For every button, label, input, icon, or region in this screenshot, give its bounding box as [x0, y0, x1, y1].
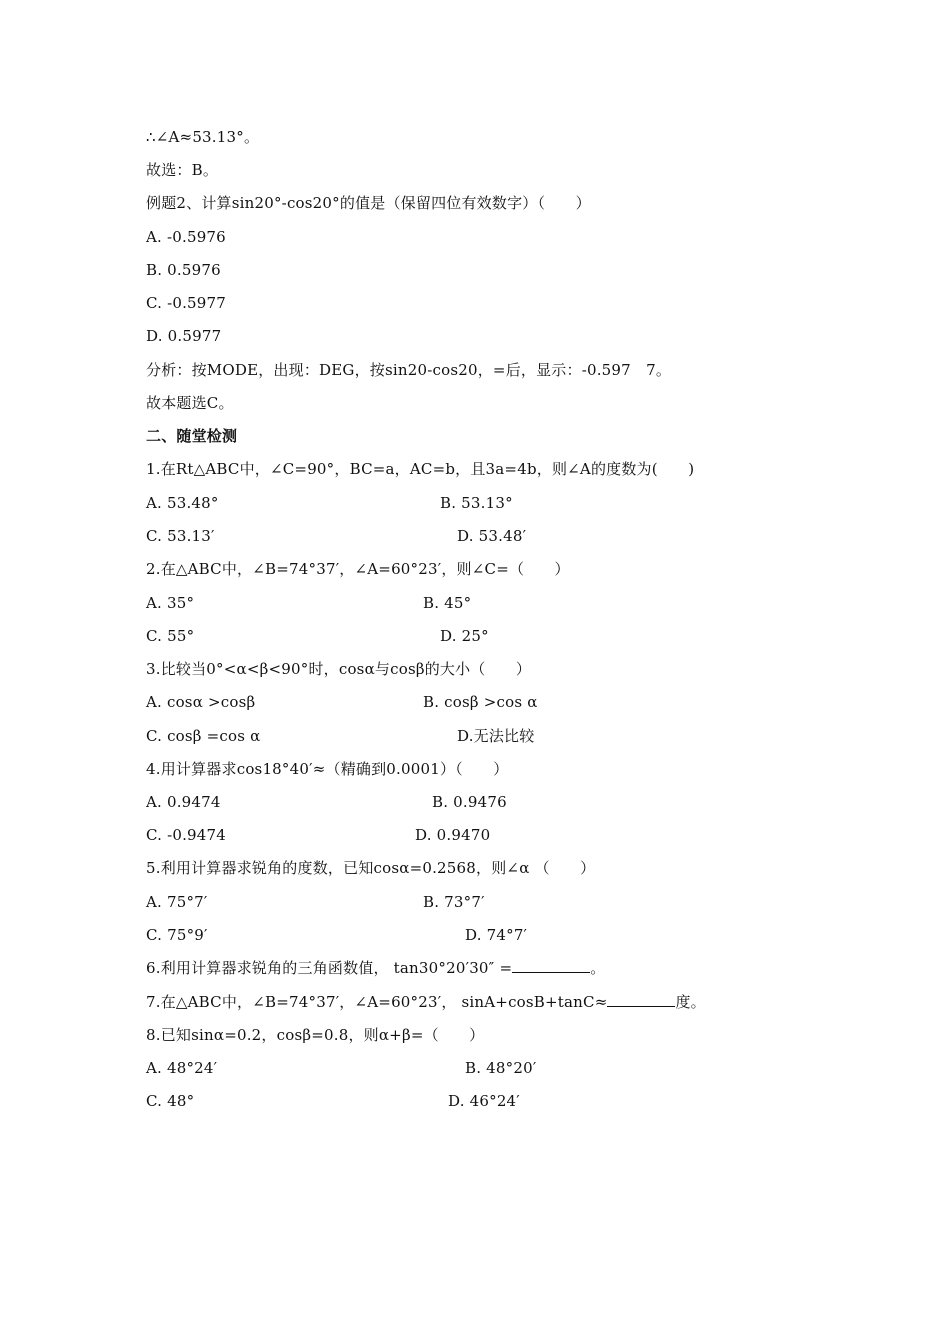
q8-option-b: B. 48°20′	[465, 1059, 537, 1077]
section-heading: 二、随堂检测	[146, 427, 238, 445]
q8-option-c: C. 48°	[146, 1092, 195, 1110]
q5-option-d: D. 74°7′	[465, 926, 528, 944]
answer-blank[interactable]	[512, 958, 590, 973]
q3-option-c: C. cosβ =cos α	[146, 727, 261, 745]
question-6	[146, 958, 605, 978]
analysis-line: 分析：按MODE，出现：DEG，按sin20-cos20，=后，显示：-0.597 7。	[146, 361, 672, 379]
q8-option-d: D. 46°24′	[448, 1092, 520, 1110]
q2-option-b: B. 45°	[423, 594, 472, 612]
q3-option-d: D.无法比较	[457, 727, 535, 745]
q1-option-a: A. 53.48°	[146, 494, 219, 512]
q1-option-c: C. 53.13′	[146, 527, 215, 545]
solution-line: ∴∠A≈53.13°。	[146, 128, 260, 146]
question-4: 4.用计算器求cos18°40′≈（精确到0.0001）（ ）	[146, 760, 509, 778]
question-7-text: 7.在△ABC中，∠B=74°37′，∠A=60°23′， sinA+cosB+tanC≈	[146, 993, 608, 1011]
answer-blank[interactable]	[607, 992, 675, 1007]
q3-option-b: B. cosβ >cos α	[423, 693, 538, 711]
question-3: 3.比较当0°<α<β<90°时，cosα与cosβ的大小（ ）	[146, 660, 532, 678]
answer-line: 故选：B。	[146, 161, 219, 179]
question-2: 2.在△ABC中，∠B=74°37′，∠A=60°23′，则∠C=（ ）	[146, 560, 570, 578]
q5-option-a: A. 75°7′	[146, 893, 208, 911]
q4-option-c: C. -0.9474	[146, 826, 227, 844]
question-7-end: 度。	[675, 993, 706, 1011]
q2-option-c: C. 55°	[146, 627, 195, 645]
example-question: 例题2、计算sin20°-cos20°的值是（保留四位有效数字）（ ）	[146, 194, 591, 212]
conclusion-line: 故本题选C。	[146, 394, 234, 412]
q1-option-b: B. 53.13°	[440, 494, 513, 512]
q5-option-c: C. 75°9′	[146, 926, 208, 944]
option-d: D. 0.5977	[146, 327, 222, 345]
option-a: A. -0.5976	[146, 228, 226, 246]
question-7	[146, 992, 706, 1012]
question-6-text: 6.利用计算器求锐角的三角函数值， tan30°20′30″ =	[146, 959, 513, 977]
q3-option-a: A. cosα >cosβ	[146, 693, 256, 711]
q8-option-a: A. 48°24′	[146, 1059, 218, 1077]
question-6-end: 。	[590, 959, 606, 977]
question-8: 8.已知sinα=0.2，cosβ=0.8，则α+β=（ ）	[146, 1026, 485, 1044]
q2-option-a: A. 35°	[146, 594, 195, 612]
q4-option-a: A. 0.9474	[146, 793, 221, 811]
q5-option-b: B. 73°7′	[423, 893, 485, 911]
q4-option-b: B. 0.9476	[432, 793, 507, 811]
q1-option-d: D. 53.48′	[457, 527, 527, 545]
q4-option-d: D. 0.9470	[415, 826, 491, 844]
option-c: C. -0.5977	[146, 294, 227, 312]
option-b: B. 0.5976	[146, 261, 221, 279]
question-5: 5.利用计算器求锐角的度数，已知cosα=0.2568，则∠α （ ）	[146, 859, 596, 877]
q2-option-d: D. 25°	[440, 627, 489, 645]
question-1: 1.在Rt△ABC中，∠C=90°，BC=a，AC=b，且3a=4b，则∠A的度数为( )	[146, 460, 695, 478]
